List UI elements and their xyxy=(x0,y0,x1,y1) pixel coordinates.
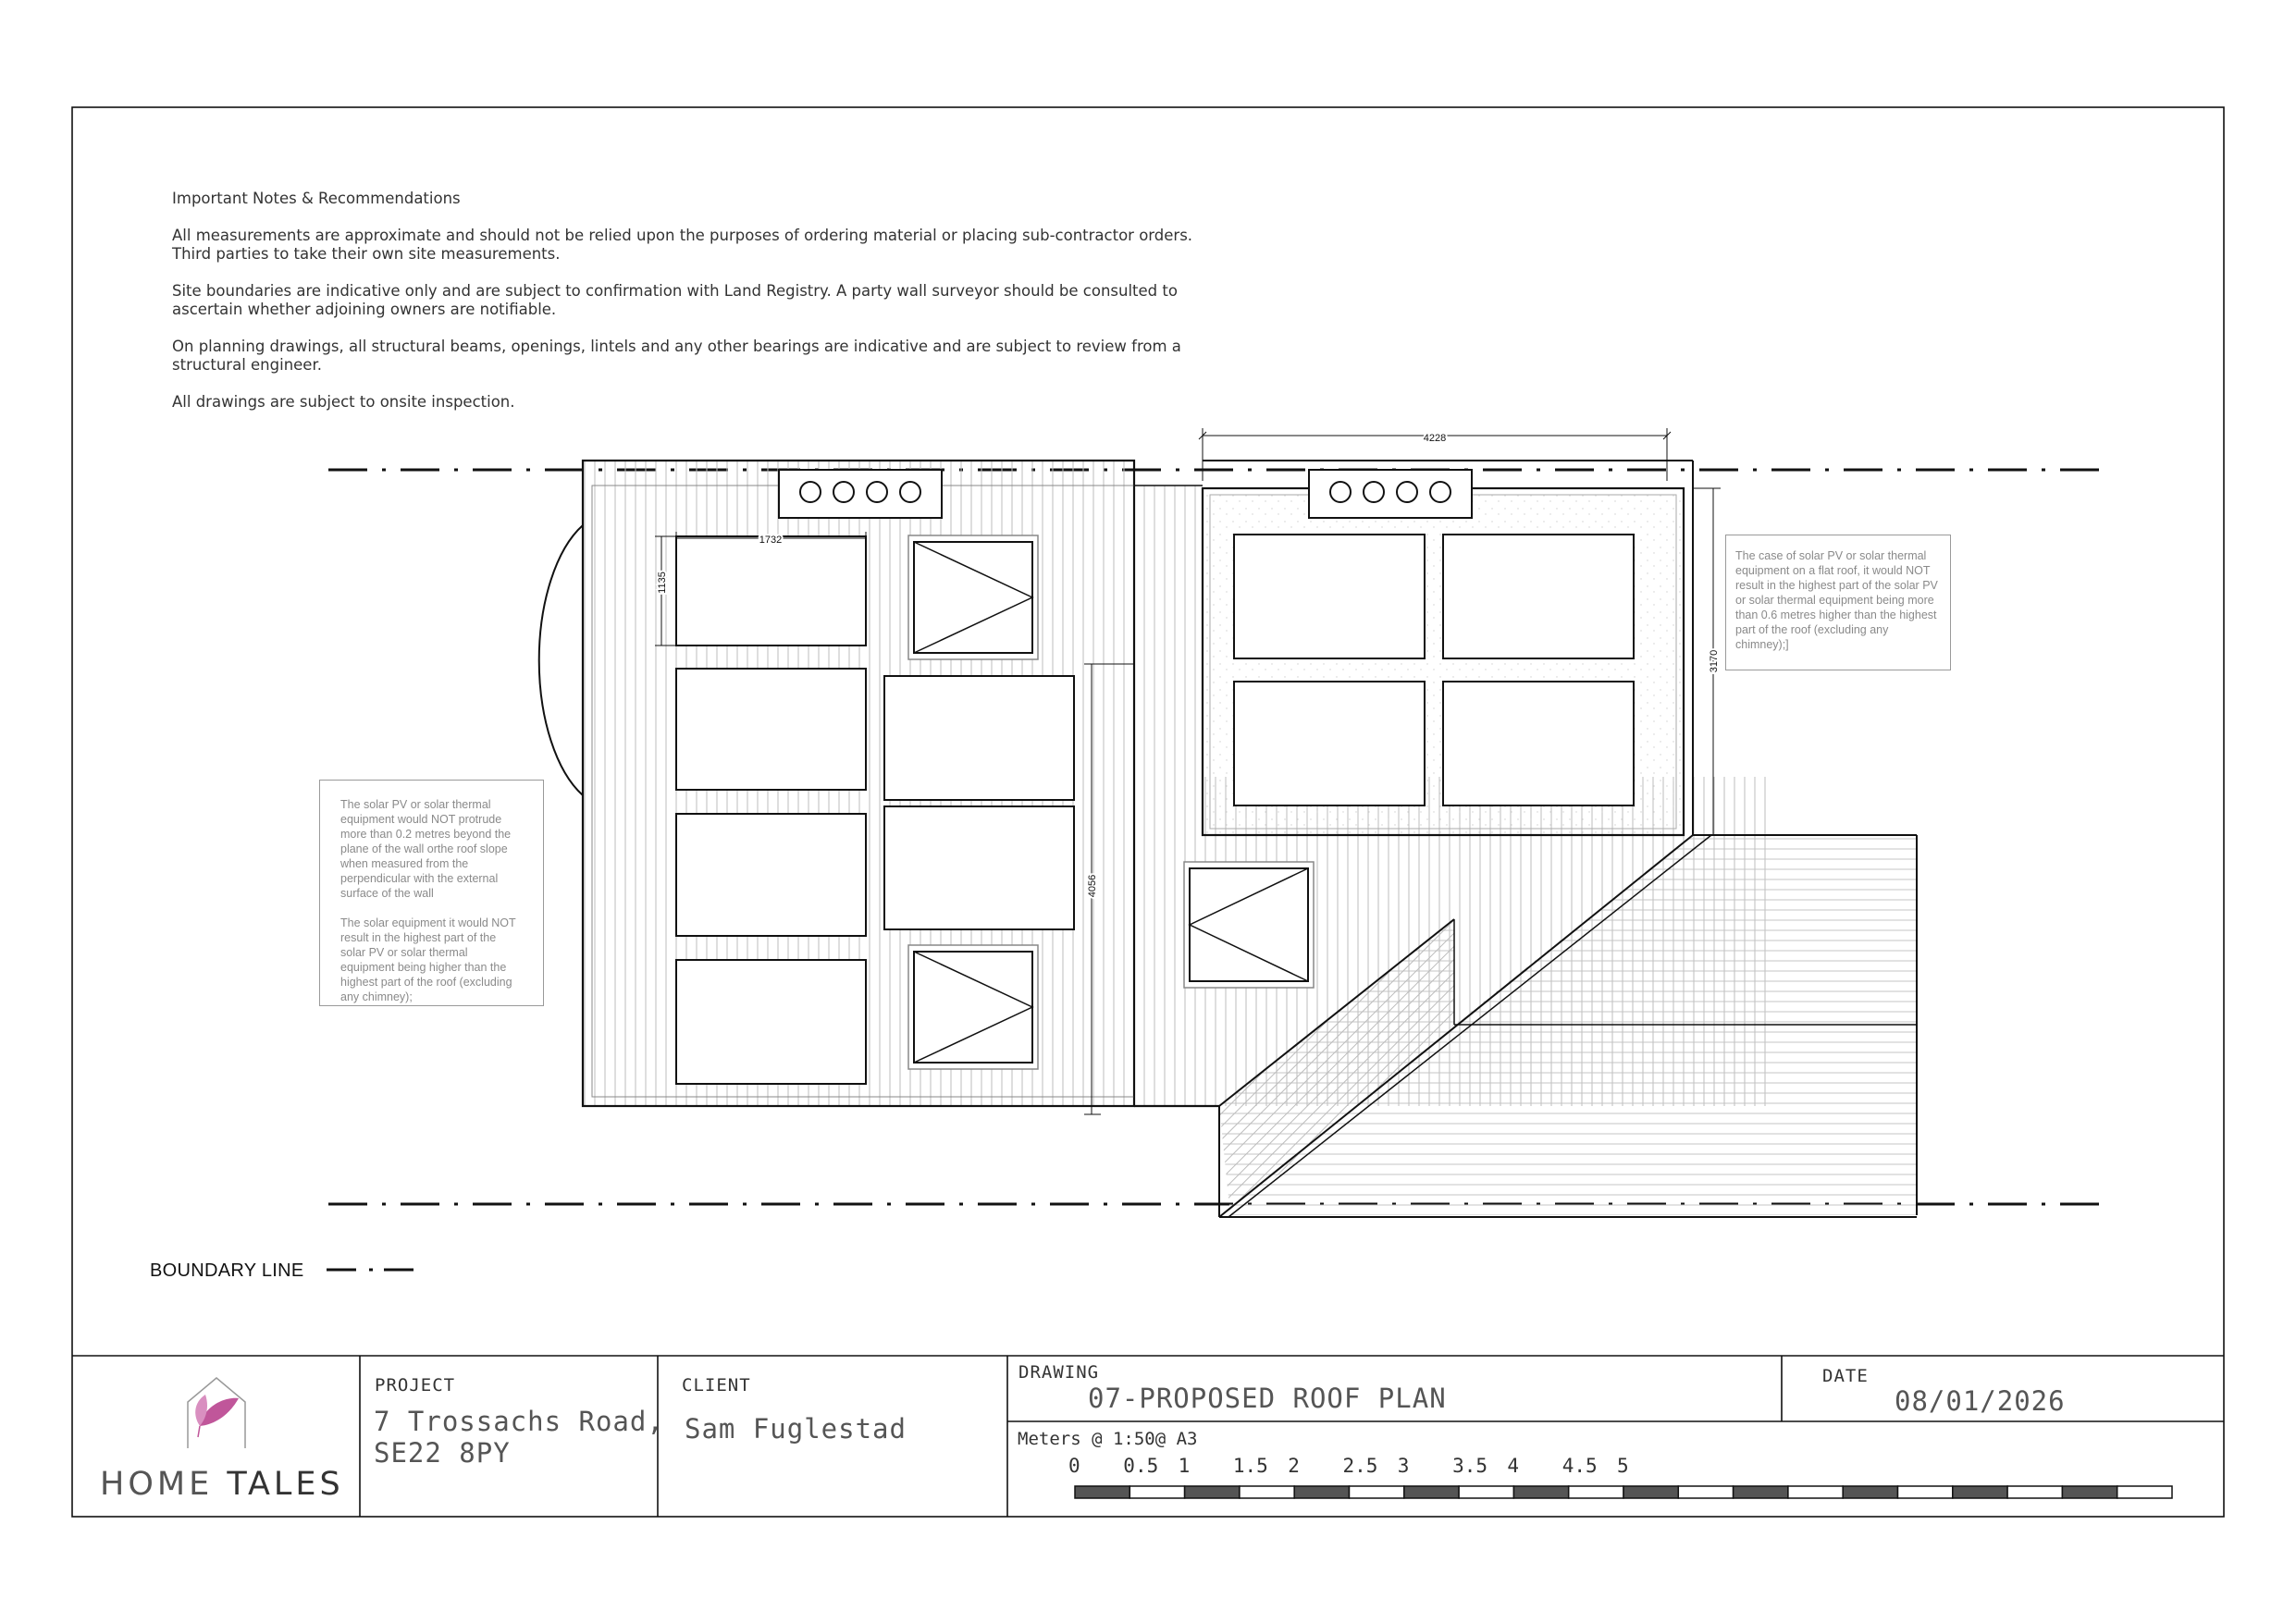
dim-text-main-depth: 4056 xyxy=(1087,874,1098,898)
notes-block xyxy=(172,190,1236,430)
note-paragraph: All drawings are subject to onsite inspection. xyxy=(172,393,515,411)
dim-text-overall: 4228 xyxy=(1423,433,1447,444)
drawing-title: 07-PROPOSED ROOF PLAN xyxy=(1088,1383,1447,1414)
scale-tick-label: 0.5 xyxy=(1123,1455,1159,1477)
scale-tick-label: 5 xyxy=(1617,1455,1629,1477)
scale-segment xyxy=(1678,1486,1733,1498)
scale-tick-label: 3.5 xyxy=(1452,1455,1488,1477)
project-address xyxy=(374,1406,664,1469)
dim-text-panel-height: 1135 xyxy=(657,572,668,594)
project-address-line2: SE22 8PY xyxy=(374,1437,511,1469)
callout-text: The solar PV or solar thermal equipment would NOT protrude more than 0.2 metres beyond the plane of the wall orthe roof slope when measured from the perpendicular with the external surface of the wall xyxy=(340,798,512,900)
scale-tick-label: 1 xyxy=(1178,1455,1191,1477)
scale-tick-label: 2.5 xyxy=(1342,1455,1378,1477)
scale-segment xyxy=(1075,1486,1129,1498)
home-tales-logo xyxy=(188,1378,245,1448)
callout-solar-wall xyxy=(319,780,544,1006)
dim-text-rear-depth: 3170 xyxy=(1709,649,1720,673)
scale-bar xyxy=(1075,1486,2172,1498)
client-label: CLIENT xyxy=(682,1375,751,1396)
scale-segment xyxy=(2117,1486,2172,1498)
scale-segment xyxy=(2062,1486,2117,1498)
scale-label: Meters @ 1:50@ A3 xyxy=(1018,1429,1198,1449)
boundary-legend-label: BOUNDARY LINE xyxy=(150,1260,304,1281)
scale-segment xyxy=(1843,1486,1897,1498)
brand-bold: TALES xyxy=(227,1466,344,1503)
scale-tick-label: 3 xyxy=(1397,1455,1410,1477)
note-paragraph: All measurements are approximate and should not be relied upon the purposes of ordering material or placing sub-contractor orders. Third parties to take their own site measurements. xyxy=(172,227,1193,263)
scale-segment xyxy=(1513,1486,1568,1498)
scale-segment xyxy=(1569,1486,1623,1498)
scale-segment xyxy=(1734,1486,1788,1498)
scale-segment xyxy=(1898,1486,1953,1498)
drawing-label: DRAWING xyxy=(1018,1362,1100,1383)
project-label: PROJECT xyxy=(375,1375,456,1396)
scale-segment xyxy=(1350,1486,1404,1498)
scale-segment xyxy=(2007,1486,2062,1498)
notes-title: Important Notes & Recommendations xyxy=(172,190,461,207)
callout-text: The solar equipment it would NOT result in the highest part of the solar PV or solar thermal equipment being higher than the highest part of the roof (excluding any chimney); xyxy=(340,916,516,1003)
scale-segment xyxy=(1129,1486,1184,1498)
rooflight-rear xyxy=(1184,862,1314,988)
note-paragraph: On planning drawings, all structural beams, openings, lintels and any other bearings are indicative and are subject to review from a structural engineer. xyxy=(172,338,1181,374)
scale-segment xyxy=(1185,1486,1240,1498)
dim-text-panel-width: 1732 xyxy=(759,535,783,546)
client-name: Sam Fuglestad xyxy=(685,1413,907,1445)
scale-segment xyxy=(1240,1486,1294,1498)
scale-segment xyxy=(1459,1486,1513,1498)
brand-name xyxy=(100,1466,344,1503)
scale-segment xyxy=(1294,1486,1349,1498)
scale-segment xyxy=(1404,1486,1459,1498)
project-address-line1: 7 Trossachs Road, xyxy=(374,1406,664,1437)
scale-tick-label: 2 xyxy=(1288,1455,1300,1477)
date-label: DATE xyxy=(1822,1366,1869,1386)
date-value: 08/01/2026 xyxy=(1895,1385,2066,1417)
scale-segment xyxy=(1953,1486,2007,1498)
scale-tick-label: 1.5 xyxy=(1232,1455,1268,1477)
scale-tick-label: 4 xyxy=(1507,1455,1520,1477)
scale-segment xyxy=(1623,1486,1678,1498)
callout-text: The case of solar PV or solar thermal equipment on a flat roof, it would NOT result in the highest part of the solar PV or solar thermal equipment being more than 0.6 metres higher than the highest part of the roof (excluding any chimney);] xyxy=(1735,549,1938,651)
rooflight-top xyxy=(908,535,1038,659)
bay-window-arc xyxy=(539,525,583,795)
note-paragraph: Site boundaries are indicative only and are subject to confirmation with Land Registry. A party wall surveyor should be consulted to ascertain whether adjoining owners are notifiable. xyxy=(172,282,1178,318)
scale-segment xyxy=(1788,1486,1843,1498)
callout-solar-flat-roof xyxy=(1725,535,1951,670)
scale-tick-label: 0 xyxy=(1068,1455,1080,1477)
brand-light: HOME xyxy=(100,1466,214,1503)
scale-tick-label: 4.5 xyxy=(1562,1455,1598,1477)
rooflight-bottom xyxy=(908,945,1038,1069)
